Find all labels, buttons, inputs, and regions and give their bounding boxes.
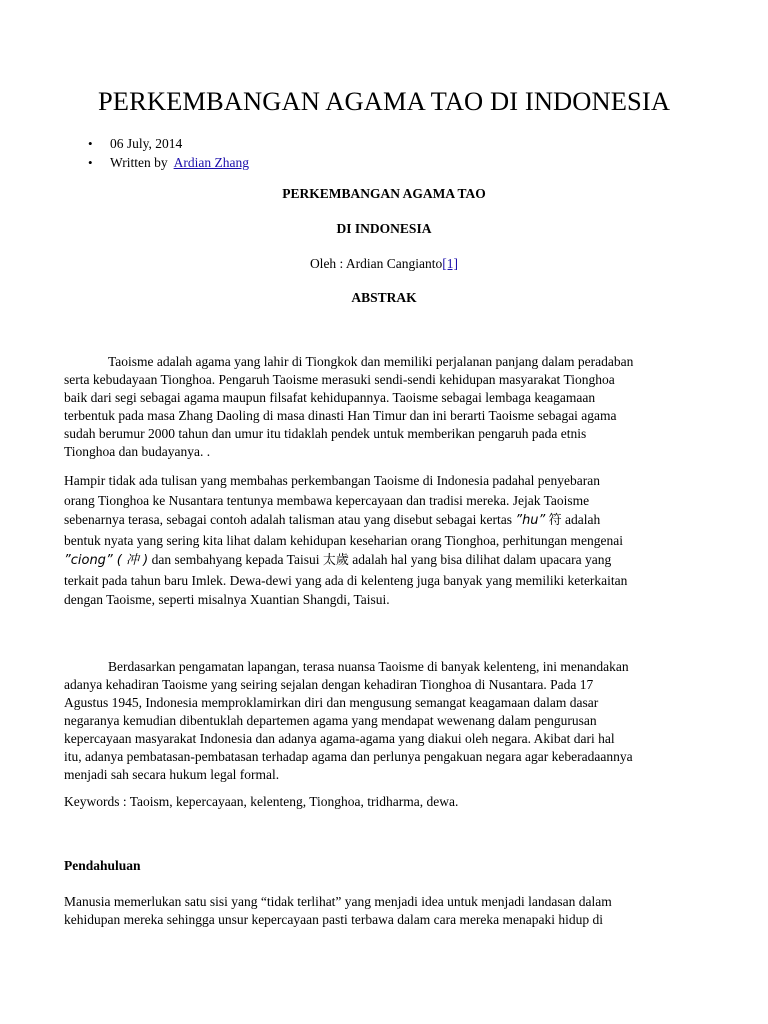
written-by-label: Written by xyxy=(110,155,168,170)
text-segment: adalah hal yang bisa dilihat dalam upacara yang xyxy=(348,552,612,567)
text-line: baik dari segi sebagai agama maupun filsafat kehidupannya. Taoisme sebagai lembaga keagamaan xyxy=(64,390,596,405)
intro-paragraph xyxy=(64,893,719,929)
text-line: orang Tionghoa ke Nusantara tentunya membawa kepercayaan dan tradisi mereka. Jejak Taoisme xyxy=(64,492,590,508)
text-line: Agustus 1945, Indonesia memproklamirkan diri dan mengusung semangat keagamaan dalam dasar xyxy=(64,695,599,710)
text-line: kehidupan mereka sehingga unsur kepercayaan pasti terbawa dalam cara mereka menapaki hidup di xyxy=(64,912,604,927)
byline-text: Oleh : Ardian Cangianto xyxy=(309,256,443,271)
publish-date-text: 06 July, 2014 xyxy=(110,136,183,151)
text-line: kepercayaan masyarakat Indonesia dan adanya agama-agama yang diakui oleh negara. Akibat dari hal xyxy=(64,731,615,746)
article-meta xyxy=(88,134,249,172)
term-hu: ”hu” xyxy=(515,513,546,528)
text-line: itu, adanya pembatasan-pembatasan terhadap agama dan perlunya pengakuan negara agar keberadaannya xyxy=(64,749,633,764)
text-line: dengan Taoisme, seperti misalnya Xuantian Shangdi, Taisui. xyxy=(64,592,390,607)
abstract-heading: ABSTRAK xyxy=(351,290,417,305)
text-line: adanya kehadiran Taoisme yang seiring sejalan dengan kehadiran Tionghoa di Nusantara. Pada 17 xyxy=(64,677,594,692)
chinese-char-taisui: 太歲 xyxy=(322,553,349,568)
page-title: PERKEMBANGAN AGAMA TAO DI INDONESIA xyxy=(97,86,671,116)
text-line: sudah berumur 2000 tahun dan umur itu tidaklah pendek untuk memberikan pengaruh pada etnis xyxy=(64,426,587,441)
text-line: negaranya kemudian dibentuklah departemen agama yang mendapat wewenang dalam pengurusan xyxy=(64,713,597,728)
text-line: Hampir tidak ada tulisan yang membahas perkembangan Taoisme di Indonesia padahal penyebaran xyxy=(64,473,600,488)
text-line: menjadi sah secara hukum legal formal. xyxy=(64,767,280,782)
abstract-paragraph-2 xyxy=(64,471,719,610)
text-line: serta kebudayaan Tionghoa. Pengaruh Taoisme merasuki sendi-sendi kehidupan masyarakat Tionghoa xyxy=(64,372,615,387)
section-heading: Pendahuluan xyxy=(64,858,141,873)
text-line: terbentuk pada masa Zhang Daoling di masa dinasti Han Timur dan ini berarti Taoisme sebagai agama xyxy=(64,408,617,423)
text-segment: dan sembahyang kepada Taisui xyxy=(148,552,323,567)
publish-date xyxy=(88,134,249,153)
author-link[interactable]: Ardian Zhang xyxy=(173,155,249,170)
text-line: Berdasarkan pengamatan lapangan, terasa nuansa Taoisme di banyak kelenteng, ini menandakan xyxy=(108,659,629,674)
text-line xyxy=(64,510,719,531)
text-segment: sebenarnya terasa, sebagai contoh adalah talisman atau yang disebut sebagai kertas xyxy=(64,512,516,527)
text-line: terkait pada tahun baru Imlek. Dewa-dewi yang ada di kelenteng juga banyak yang memiliki keterkaitan xyxy=(64,572,628,588)
chinese-char-fu: 符 xyxy=(548,513,562,528)
text-line: bentuk nyata yang sering kita lihat dalam kehidupan keseharian orang Tionghoa, perhitungan mengenai xyxy=(64,532,623,548)
keywords: Keywords : Taoism, kepercayaan, kelenteng, Tionghoa, tridharma, dewa. xyxy=(64,794,459,809)
footnote-link[interactable]: [1] xyxy=(442,256,459,271)
term-ciong: ”ciong” ( 冲 ) xyxy=(64,553,149,568)
text-line xyxy=(64,550,719,571)
text-segment: adalah xyxy=(561,512,601,527)
byline xyxy=(0,256,768,272)
text-line: Tionghoa dan budayanya. . xyxy=(64,444,211,459)
text-line: Taoisme adalah agama yang lahir di Tiongkok dan memiliki perjalanan panjang dalam peradaban xyxy=(108,354,634,369)
author-line xyxy=(88,153,249,172)
text-line: Manusia memerlukan satu sisi yang “tidak terlihat” yang menjadi idea untuk menjadi landasan dalam xyxy=(64,894,612,909)
abstract-paragraph-1 xyxy=(64,353,719,461)
abstract-paragraph-3 xyxy=(64,658,719,784)
paper-title-line2: DI INDONESIA xyxy=(336,221,432,236)
paper-title-line1: PERKEMBANGAN AGAMA TAO xyxy=(282,186,486,201)
